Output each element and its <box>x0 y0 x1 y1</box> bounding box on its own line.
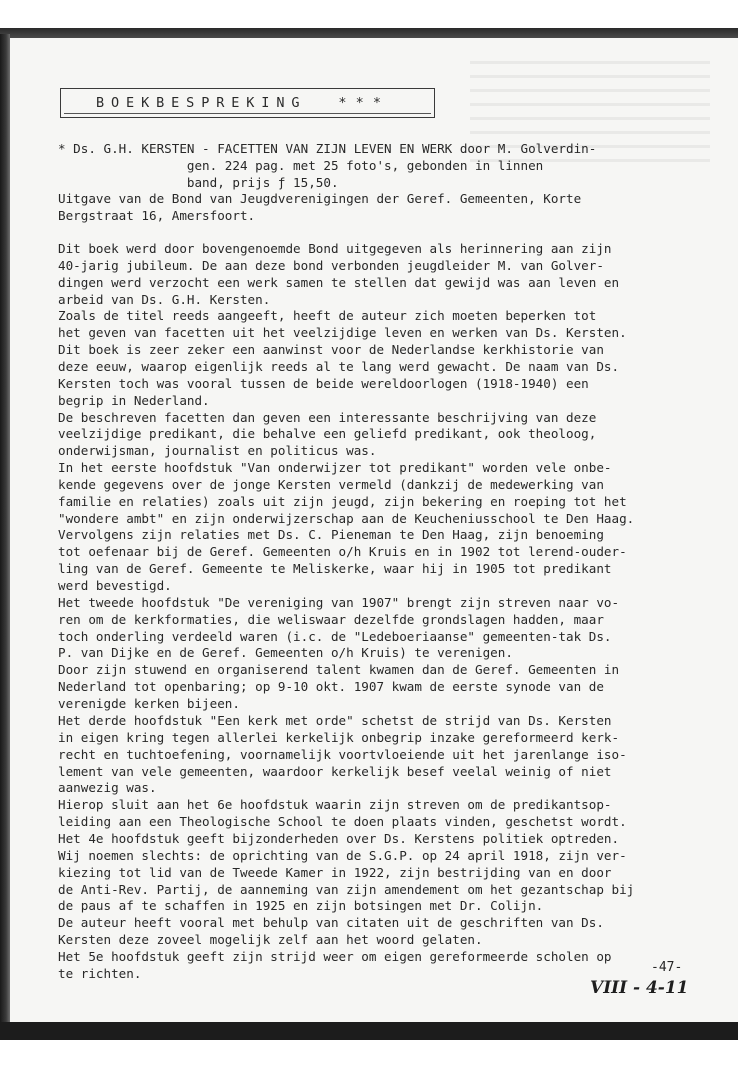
body-line: het geven van facetten uit het veelzijdige leven en werken van Ds. Kersten. <box>58 325 627 341</box>
body-line: leiding aan een Theologische School te doen plaats vinden, geschetst wordt. <box>58 814 627 830</box>
body-line: Het 5e hoofdstuk geeft zijn strijd weer om eigen gereformeerde scholen op <box>58 948 612 964</box>
section-header <box>96 95 382 111</box>
body-line: deze eeuw, waarop eigenlijk reeds al te lang werd gewacht. De naam van Ds. <box>58 358 620 374</box>
page-number: -47- <box>651 960 683 975</box>
section-stars: * * * <box>338 95 382 111</box>
body-line: arbeid van Ds. G.H. Kersten. <box>58 291 271 307</box>
body-line: In het eerste hoofdstuk "Van onderwijzer tot predikant" worden vele onbe- <box>58 460 612 476</box>
body-line: Door zijn stuwend en organiserend talent kwamen dan de Geref. Gemeenten in <box>58 662 620 678</box>
body-line: de paus af te schaffen in 1925 en zijn botsingen met Dr. Colijn. <box>58 898 544 914</box>
body-line: te richten. <box>58 965 142 981</box>
body-line: ling van de Geref. Gemeente te Meliskerke, waar hij in 1905 tot predikant <box>58 561 612 577</box>
body-line: 40-jarig jubileum. De aan deze bond verbonden jeugdleider M. van Golver- <box>58 257 604 273</box>
body-line: Het derde hoofdstuk "Een kerk met orde" schetst de strijd van Ds. Kersten <box>58 713 612 728</box>
scan-bottom-margin <box>0 1040 738 1068</box>
body-line: Het 4e hoofdstuk geeft bijzonderheden over Ds. Kerstens politiek optreden. <box>58 830 620 846</box>
body-line: aanwezig was. <box>58 780 157 796</box>
body-line: veelzijdige predikant, die behalve een geliefd predikant, ook theoloog, <box>58 426 597 442</box>
body-line: tot oefenaar bij de Geref. Gemeenten o/h Kruis en in 1902 tot lerend-ouder- <box>58 544 627 560</box>
citation-line: gen. 224 pag. met 25 foto's, gebonden in linnen <box>58 158 544 173</box>
body-line: Zoals de titel reeds aangeeft, heeft de auteur zich moeten beperken tot <box>58 308 597 324</box>
body-line: lement van vele gemeenten, waardoor kerkelijk besef veelal weinig of niet <box>58 763 612 779</box>
body-line: P. van Dijke en de Geref. Gemeenten o/h Kruis) te verenigen. <box>58 645 513 661</box>
scan-bottom-edge <box>0 1022 738 1040</box>
body-line: begrip in Nederland. <box>58 392 210 408</box>
archive-mark: VIII - 4-11 <box>590 978 689 998</box>
body-line: Dit boek werd door bovengenoemde Bond uitgegeven als herinnering aan zijn <box>58 241 612 256</box>
body-line: toch onderling verdeeld waren (i.c. de "Ledeboeriaanse" gemeenten-tak Ds. <box>58 628 612 644</box>
body-line: kiezing tot lid van de Tweede Kamer in 1922, zijn bestrijding van en door <box>58 864 612 880</box>
body-line: de Anti-Rev. Partij, de aanneming van zijn amendement om het gezantschap bij <box>58 881 635 897</box>
body-line: in eigen kring tegen allerlei kerkelijk onbegrip inzake gereformeerd kerk- <box>58 729 620 745</box>
body-line: dingen werd verzocht een werk samen te stellen dat gewijd was aan leven en <box>58 274 620 290</box>
body-line: kende gegevens over de jonge Kersten vermeld (dankzij de medewerking van <box>58 476 604 492</box>
citation-line: band, prijs ƒ 15,50. <box>58 175 339 190</box>
body-line: Het tweede hoofdstuk "De vereniging van 1907" brengt zijn streven naar vo- <box>58 594 620 610</box>
body-line: recht en tuchtoefening, voornamelijk voortvloeiende uit het jarenlange iso- <box>58 746 627 762</box>
scan-left-edge <box>0 34 10 1034</box>
citation-line: * Ds. G.H. KERSTEN - FACETTEN VAN ZIJN LEVEN EN WERK door M. Golverdin- <box>58 141 597 156</box>
body-line: werd bevestigd. <box>58 578 172 593</box>
body-line: onderwijsman, journalist en politicus was. <box>58 443 377 459</box>
scan-top-edge <box>0 28 738 38</box>
body-line: Kersten toch was vooral tussen de beide wereldoorlogen (1918-1940) een <box>58 375 589 391</box>
body-line: Wij noemen slechts: de oprichting van de S.G.P. op 24 april 1918, zijn ver- <box>58 847 627 863</box>
body-line: "wondere ambt" en zijn onderwijzerschap aan de Keucheniusschool te Den Haag. <box>58 510 635 526</box>
citation-line: Bergstraat 16, Amersfoort. <box>58 208 256 223</box>
body-line: Vervolgens zijn relaties met Ds. C. Pieneman te Den Haag, zijn benoeming <box>58 527 604 543</box>
body-line: De auteur heeft vooral met behulp van citaten uit de geschriften van Ds. <box>58 915 604 931</box>
body-line: verenigde kerken bijeen. <box>58 695 240 711</box>
body-line: Hierop sluit aan het 6e hoofdstuk waarin zijn streven om de predikantsop- <box>58 797 612 813</box>
citation-line: Uitgave van de Bond van Jeugdverenigingen der Geref. Gemeenten, Korte <box>58 191 582 206</box>
body-line: ren om de kerkformaties, die weliswaar dezelfde grondslagen hadden, maar <box>58 611 604 627</box>
body-line: De beschreven facetten dan geven een interessante beschrijving van deze <box>58 409 597 425</box>
body-line: familie en relaties) zoals uit zijn jeugd, zijn bekering en roeping tot het <box>58 493 627 509</box>
body-line: Nederland tot openbaring; op 9-10 okt. 1907 kwam de eerste synode van de <box>58 679 604 695</box>
body-line: Kersten deze zoveel mogelijk zelf aan het woord gelaten. <box>58 932 483 948</box>
section-title: BOEKBESPREKING <box>96 95 307 111</box>
body-line: Dit boek is zeer zeker een aanwinst voor de Nederlandse kerkhistorie van <box>58 342 604 358</box>
